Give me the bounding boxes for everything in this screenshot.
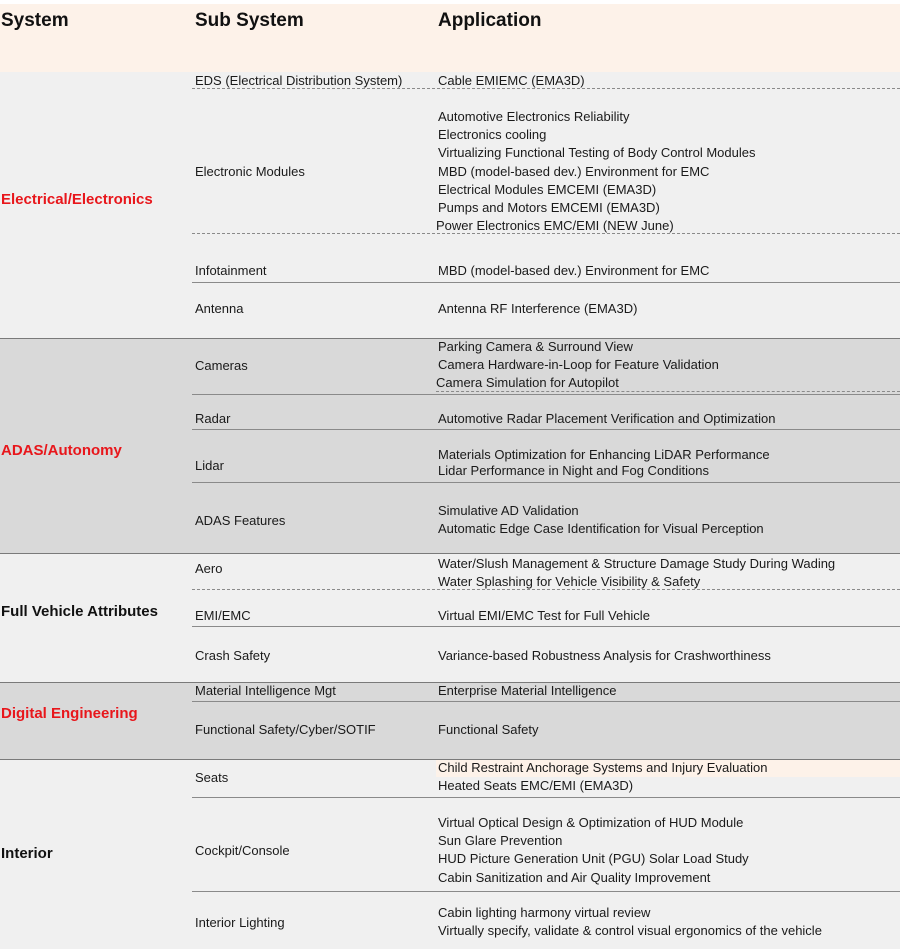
app-item: Pumps and Motors EMCEMI (EMA3D) bbox=[438, 200, 660, 216]
app-list-material-intelligence bbox=[438, 682, 616, 700]
app-list-interior-lighting bbox=[438, 904, 822, 939]
subsystem-interior-lighting: Interior Lighting bbox=[195, 915, 285, 930]
app-list-seats bbox=[438, 759, 768, 795]
subsystem-cameras: Cameras bbox=[195, 358, 248, 373]
system-interior: Interior bbox=[1, 845, 53, 862]
app-item: Automatic Edge Case Identification for Visual Perception bbox=[438, 521, 764, 537]
app-list-aero bbox=[438, 555, 835, 591]
subsystem-infotainment: Infotainment bbox=[195, 263, 267, 278]
app-item: Virtual Optical Design & Optimization of HUD Module bbox=[438, 815, 744, 830]
app-item: Child Restraint Anchorage Systems and Injury Evaluation bbox=[438, 760, 768, 775]
system-electrical: Electrical/Electronics bbox=[1, 191, 153, 208]
subsystem-eds: EDS (Electrical Distribution System) bbox=[195, 73, 403, 88]
app-item: Virtual EMI/EMC Test for Full Vehicle bbox=[438, 608, 650, 623]
app-item: Virtualizing Functional Testing of Body Control Modules bbox=[438, 145, 756, 161]
subsystem-material-intelligence: Material Intelligence Mgt bbox=[195, 683, 336, 698]
app-item: Water Splashing for Vehicle Visibility & Safety bbox=[438, 574, 701, 590]
app-item: Camera Hardware-in-Loop for Feature Validation bbox=[438, 357, 719, 373]
row-divider bbox=[192, 482, 900, 483]
app-list-infotainment bbox=[438, 262, 709, 280]
system-digital-engineering: Digital Engineering bbox=[1, 705, 138, 722]
app-item: Antenna RF Interference (EMA3D) bbox=[438, 301, 638, 316]
app-list-functional-safety bbox=[438, 721, 538, 739]
app-item: Lidar Performance in Night and Fog Conditions bbox=[438, 462, 709, 478]
app-item: Camera Simulation for Autopilot bbox=[436, 375, 619, 391]
header-system: System bbox=[1, 10, 69, 31]
app-list-radar bbox=[438, 410, 775, 428]
app-item: Cabin lighting harmony virtual review bbox=[438, 905, 651, 920]
subsystem-aero: Aero bbox=[195, 561, 223, 576]
row-divider bbox=[192, 626, 900, 627]
app-item: HUD Picture Generation Unit (PGU) Solar Load Study bbox=[438, 851, 749, 867]
app-list-emi-emc bbox=[438, 607, 650, 625]
app-list-crash-safety bbox=[438, 647, 771, 665]
subsystem-functional-safety: Functional Safety/Cyber/SOTIF bbox=[195, 722, 376, 737]
subsystem-adas-features: ADAS Features bbox=[195, 513, 286, 528]
app-item: Simulative AD Validation bbox=[438, 503, 579, 518]
row-divider bbox=[192, 88, 900, 89]
system-full-vehicle: Full Vehicle Attributes bbox=[1, 603, 158, 620]
section-divider bbox=[0, 553, 900, 554]
app-item: Materials Optimization for Enhancing LiDAR Performance bbox=[438, 447, 770, 462]
app-item: MBD (model-based dev.) Environment for EMC bbox=[438, 163, 710, 179]
app-item: Variance-based Robustness Analysis for Crashworthiness bbox=[438, 648, 771, 663]
subsystem-emi-emc: EMI/EMC bbox=[195, 608, 251, 623]
app-item: Power Electronics EMC/EMI (NEW June) bbox=[436, 218, 674, 234]
subsystem-lidar: Lidar bbox=[195, 458, 224, 473]
app-item: Parking Camera & Surround View bbox=[438, 339, 633, 354]
app-item: Heated Seats EMC/EMI (EMA3D) bbox=[438, 778, 634, 794]
system-adas: ADAS/Autonomy bbox=[1, 442, 122, 459]
app-item: Electronics cooling bbox=[438, 127, 547, 143]
row-divider bbox=[436, 391, 900, 392]
header-application: Application bbox=[438, 10, 542, 31]
subsystem-radar: Radar bbox=[195, 411, 231, 426]
subsystem-cockpit-console: Cockpit/Console bbox=[195, 843, 290, 858]
row-divider bbox=[192, 701, 900, 702]
row-divider bbox=[192, 589, 900, 590]
app-item: Functional Safety bbox=[438, 722, 539, 737]
app-item: Cable EMIEMC (EMA3D) bbox=[438, 73, 585, 88]
app-list-lidar bbox=[438, 447, 770, 478]
row-divider bbox=[192, 282, 900, 283]
app-item: Water/Slush Management & Structure Damage Study During Wading bbox=[438, 556, 836, 571]
app-item: Automotive Electronics Reliability bbox=[438, 109, 630, 124]
app-item: MBD (model-based dev.) Environment for EMC bbox=[438, 263, 710, 278]
app-item: Automotive Radar Placement Verification and Optimization bbox=[438, 411, 776, 426]
app-list-cameras bbox=[438, 338, 719, 393]
app-list-cockpit-console bbox=[438, 814, 749, 887]
app-list-electronic-modules bbox=[438, 108, 755, 235]
header-sub-system: Sub System bbox=[195, 10, 304, 31]
subsystem-crash-safety: Crash Safety bbox=[195, 648, 271, 663]
row-divider bbox=[192, 429, 900, 430]
app-item: Cabin Sanitization and Air Quality Improvement bbox=[438, 869, 711, 885]
subsystem-antenna: Antenna bbox=[195, 301, 244, 316]
app-item: Virtually specify, validate & control visual ergonomics of the vehicle bbox=[438, 922, 822, 938]
row-divider bbox=[192, 891, 900, 892]
app-item: Electrical Modules EMCEMI (EMA3D) bbox=[438, 181, 657, 197]
app-list-adas-features bbox=[438, 502, 764, 538]
subsystem-seats: Seats bbox=[195, 770, 229, 785]
row-divider bbox=[192, 394, 900, 395]
app-item: Sun Glare Prevention bbox=[438, 833, 563, 849]
subsystem-electronic-modules: Electronic Modules bbox=[195, 164, 305, 179]
app-list-antenna bbox=[438, 300, 637, 318]
row-divider bbox=[192, 233, 900, 234]
row-divider bbox=[192, 797, 900, 798]
app-item: Enterprise Material Intelligence bbox=[438, 683, 617, 698]
